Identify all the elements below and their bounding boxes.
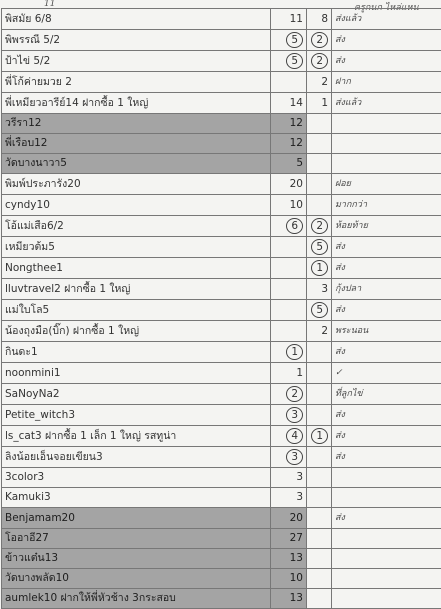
table-row [2, 300, 441, 321]
second-quantity-cell [307, 30, 332, 51]
handwritten-note: ที่ลูกไข่ [335, 389, 363, 399]
second-quantity-cell [307, 279, 332, 300]
customer-name-cell: พิพรรณี 5/2 [2, 30, 271, 51]
second-quantity-cell [307, 321, 332, 342]
quantity-value: 10 [290, 572, 303, 584]
quantity-cell [271, 51, 307, 72]
handwritten-note: ส่ง [335, 56, 345, 66]
handwritten-note-cell [332, 363, 441, 384]
quantity-cell [271, 342, 307, 363]
quantity-value: 5 [286, 32, 303, 48]
second-quantity-value: 5 [311, 239, 328, 255]
second-quantity-value: 2 [321, 325, 328, 337]
second-quantity-cell [307, 51, 332, 72]
handwritten-note-cell [332, 174, 441, 195]
table-row [2, 9, 441, 30]
customer-name-cell: lluvtravel2 ฝากซื้อ 1 ใหญ่ [2, 279, 271, 300]
quantity-cell [271, 114, 307, 134]
customer-name-cell: โออาอี27 [2, 529, 271, 549]
handwritten-note-cell [332, 72, 441, 93]
customer-name-cell: พิสมัย 6/8 [2, 9, 271, 30]
second-quantity-cell [307, 447, 332, 468]
customer-name-cell: พี่เหมียวอารีย์14 ฝากซื้อ 1 ใหญ่ [2, 93, 271, 114]
quantity-value: 3 [296, 471, 303, 483]
handwritten-note-cell [332, 569, 441, 589]
table-row [2, 51, 441, 72]
customer-name-cell: วัดบางพลัด10 [2, 569, 271, 589]
handwritten-note-cell [332, 468, 441, 488]
second-quantity-value: 1 [321, 97, 328, 109]
quantity-cell [271, 72, 307, 93]
quantity-cell [271, 279, 307, 300]
second-quantity-cell [307, 342, 332, 363]
second-quantity-cell [307, 569, 332, 589]
quantity-value: 2 [286, 386, 303, 402]
handwritten-note-cell [332, 93, 441, 114]
table-row [2, 195, 441, 216]
second-quantity-cell [307, 195, 332, 216]
handwritten-note: ส่ง [335, 35, 345, 45]
table-row [2, 384, 441, 405]
second-quantity-cell [307, 258, 332, 279]
customer-name-cell: ป้าไข่ 5/2 [2, 51, 271, 72]
second-quantity-value: 2 [311, 32, 328, 48]
second-quantity-cell [307, 72, 332, 93]
second-quantity-value: 3 [321, 283, 328, 295]
quantity-cell [271, 447, 307, 468]
quantity-cell [271, 488, 307, 508]
quantity-value: 20 [290, 512, 303, 524]
quantity-cell [271, 363, 307, 384]
second-quantity-cell [307, 174, 332, 195]
table-row [2, 93, 441, 114]
quantity-cell [271, 195, 307, 216]
quantity-cell [271, 589, 307, 609]
table-row [2, 488, 441, 508]
quantity-cell [271, 405, 307, 426]
second-quantity-cell [307, 405, 332, 426]
quantity-cell [271, 30, 307, 51]
customer-name-cell: แม่ใบโล5 [2, 300, 271, 321]
second-quantity-cell [307, 468, 332, 488]
handwritten-note-cell [332, 384, 441, 405]
quantity-value: 27 [290, 532, 303, 544]
table-row [2, 342, 441, 363]
handwritten-note: กุ้งปลา [335, 284, 361, 294]
handwritten-note: ส่ง [335, 452, 345, 462]
customer-name-cell: เหมียวต้ม5 [2, 237, 271, 258]
quantity-value: 10 [290, 199, 303, 211]
customer-name-cell: 3color3 [2, 468, 271, 488]
quantity-value: 14 [290, 97, 303, 109]
quantity-cell [271, 384, 307, 405]
quantity-value: 12 [290, 137, 303, 149]
table-row [2, 405, 441, 426]
second-quantity-cell [307, 384, 332, 405]
handwritten-note: ส่ง [335, 305, 345, 315]
quantity-value: 13 [290, 552, 303, 564]
table-row [2, 154, 441, 174]
table-row [2, 363, 441, 384]
customer-name-cell: cyndy10 [2, 195, 271, 216]
second-quantity-cell [307, 9, 332, 30]
handwritten-note-cell [332, 134, 441, 154]
customer-name-cell: พี่เรือบ12 [2, 134, 271, 154]
customer-name-cell: น้องถุงมือ(บิ๊ก) ฝากซื้อ 1 ใหญ่ [2, 321, 271, 342]
handwritten-note: ฝอย [335, 179, 351, 189]
handwritten-note: ห้อยท้าย [335, 221, 368, 231]
second-quantity-value: 2 [311, 218, 328, 234]
quantity-cell [271, 134, 307, 154]
table-row [2, 237, 441, 258]
handwritten-note: ส่งแล้ว [335, 98, 361, 108]
table-row [2, 468, 441, 488]
customer-name-cell: กินดะ1 [2, 342, 271, 363]
second-quantity-value: 5 [311, 302, 328, 318]
customer-name-cell: Benjamam20 [2, 508, 271, 529]
customer-name-cell: aumlek10 ฝากให้พี่หัวช้าง 3กระสอบ [2, 589, 271, 609]
handwritten-note-cell [332, 549, 441, 569]
handwritten-note-cell [332, 258, 441, 279]
quantity-cell [271, 569, 307, 589]
handwritten-note: ส่ง [335, 263, 345, 273]
table-row [2, 72, 441, 93]
quantity-cell [271, 9, 307, 30]
table-row [2, 258, 441, 279]
quantity-cell [271, 508, 307, 529]
quantity-value: 13 [290, 592, 303, 604]
second-quantity-value: 8 [321, 13, 328, 25]
handwritten-note-cell [332, 154, 441, 174]
handwritten-note: ส่ง [335, 513, 345, 523]
customer-name-cell: วรีรา12 [2, 114, 271, 134]
table-row [2, 549, 441, 569]
table-row [2, 216, 441, 237]
table-row [2, 508, 441, 529]
handwritten-note: พระนอน [335, 326, 368, 336]
second-quantity-cell [307, 508, 332, 529]
handwritten-note-cell [332, 589, 441, 609]
handwritten-note: มากกว่า [335, 200, 367, 210]
customer-name-cell: SaNoyNa2 [2, 384, 271, 405]
handwritten-note-cell [332, 405, 441, 426]
quantity-value: 5 [286, 53, 303, 69]
handwritten-note-cell [332, 342, 441, 363]
quantity-value: 12 [290, 117, 303, 129]
quantity-cell [271, 93, 307, 114]
handwritten-note-cell [332, 237, 441, 258]
handwritten-note-cell [332, 51, 441, 72]
handwritten-note-cell [332, 300, 441, 321]
top-handwritten-note: ครูกนก ไหล่แหน [354, 0, 419, 14]
second-quantity-cell [307, 363, 332, 384]
second-quantity-cell [307, 549, 332, 569]
customer-name-cell: ls_cat3 ฝากซื้อ 1 เล็ก 1 ใหญ่ รสทูน่า [2, 426, 271, 447]
quantity-cell [271, 174, 307, 195]
quantity-value: 4 [286, 428, 303, 444]
handwritten-note-cell [332, 195, 441, 216]
quantity-value: 20 [290, 178, 303, 190]
handwritten-note-cell [332, 216, 441, 237]
handwritten-note-cell [332, 279, 441, 300]
quantity-value: 3 [286, 449, 303, 465]
quantity-cell [271, 549, 307, 569]
handwritten-note-cell [332, 426, 441, 447]
second-quantity-cell [307, 93, 332, 114]
handwritten-note-cell [332, 447, 441, 468]
quantity-cell [271, 529, 307, 549]
quantity-cell [271, 216, 307, 237]
customer-name-cell: Petite_witch3 [2, 405, 271, 426]
quantity-cell [271, 468, 307, 488]
second-quantity-cell [307, 134, 332, 154]
quantity-value: 5 [296, 157, 303, 169]
second-quantity-cell [307, 589, 332, 609]
quantity-value: 1 [286, 344, 303, 360]
quantity-value: 11 [290, 13, 303, 25]
table-row [2, 279, 441, 300]
second-quantity-value: 1 [311, 428, 328, 444]
customer-name-cell: noonmini1 [2, 363, 271, 384]
handwritten-note-cell [332, 529, 441, 549]
customer-name-cell: Nongthee1 [2, 258, 271, 279]
second-quantity-cell [307, 216, 332, 237]
table-row [2, 114, 441, 134]
second-quantity-cell [307, 300, 332, 321]
customer-name-cell: พิมพ์ประภารัง20 [2, 174, 271, 195]
table-row [2, 447, 441, 468]
handwritten-note: ส่ง [335, 410, 345, 420]
handwritten-note: ฝาก [335, 77, 351, 87]
quantity-cell [271, 154, 307, 174]
customer-name-cell: Kamuki3 [2, 488, 271, 508]
customer-name-cell: พี่โก้ค่ายมวย 2 [2, 72, 271, 93]
table-row [2, 589, 441, 609]
top-handwritten-number: 11 [44, 0, 55, 9]
second-quantity-cell [307, 529, 332, 549]
table-row [2, 569, 441, 589]
handwritten-note-cell [332, 488, 441, 508]
handwritten-note-cell [332, 114, 441, 134]
second-quantity-cell [307, 114, 332, 134]
handwritten-note: ส่ง [335, 431, 345, 441]
quantity-value: 6 [286, 218, 303, 234]
quantity-value: 3 [296, 491, 303, 503]
customer-name-cell: ข้าวแต๋น13 [2, 549, 271, 569]
quantity-value: 1 [296, 367, 303, 379]
handwritten-note: ส่งแล้ว [335, 14, 361, 24]
customer-name-cell: ลิงน้อยเอ็นจอยเขียน3 [2, 447, 271, 468]
handwritten-note: ✓ [335, 368, 343, 378]
table-row [2, 321, 441, 342]
handwritten-note-cell [332, 321, 441, 342]
handwritten-note-cell [332, 9, 441, 30]
customer-name-cell: โอ้แม่เสือ6/2 [2, 216, 271, 237]
table-row [2, 174, 441, 195]
quantity-cell [271, 300, 307, 321]
table-row [2, 529, 441, 549]
handwritten-note-cell [332, 508, 441, 529]
table-row [2, 426, 441, 447]
handwritten-note: ส่ง [335, 242, 345, 252]
handwritten-note: ส่ง [335, 347, 345, 357]
second-quantity-value: 1 [311, 260, 328, 276]
second-quantity-cell [307, 426, 332, 447]
quantity-cell [271, 237, 307, 258]
second-quantity-cell [307, 237, 332, 258]
table-row [2, 134, 441, 154]
second-quantity-value: 2 [311, 53, 328, 69]
order-table [1, 8, 441, 609]
second-quantity-cell [307, 154, 332, 174]
table-row [2, 30, 441, 51]
quantity-cell [271, 426, 307, 447]
second-quantity-value: 2 [321, 76, 328, 88]
customer-name-cell: วัดบางนาวา5 [2, 154, 271, 174]
quantity-cell [271, 321, 307, 342]
second-quantity-cell [307, 488, 332, 508]
quantity-cell [271, 258, 307, 279]
quantity-value: 3 [286, 407, 303, 423]
handwritten-note-cell [332, 30, 441, 51]
